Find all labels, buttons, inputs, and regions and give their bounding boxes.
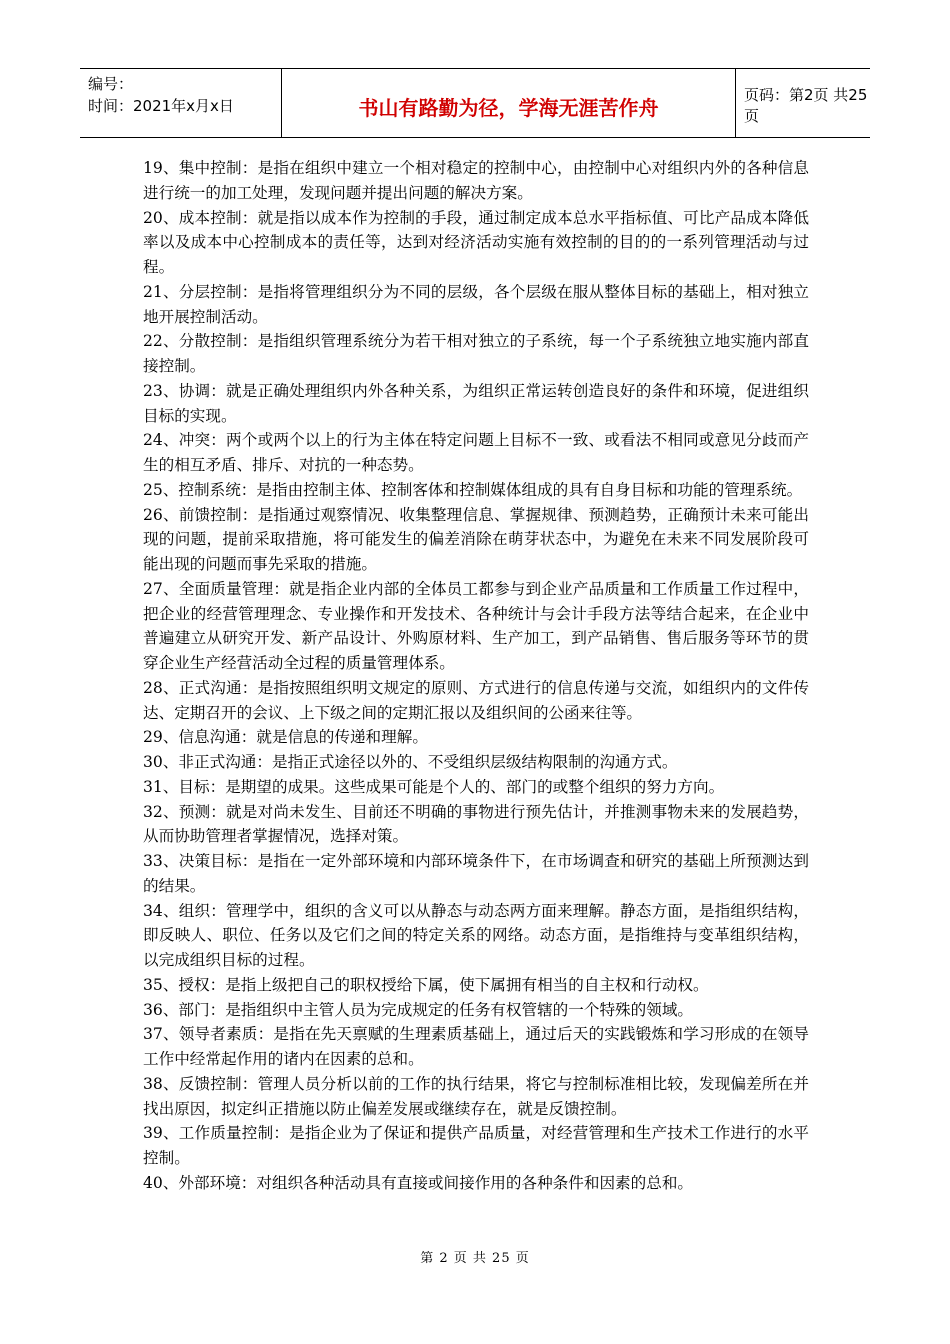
definition-paragraph: 26、前馈控制：是指通过观察情况、收集整理信息、掌握规律、预测趋势，正确预计未来可能出现的问题，提前采取措施，将可能发生的偏差消除在萌芽状态中，为避免在未来不同发展阶段可能出现的问题而事先采取的措施。 — [143, 505, 809, 573]
definition-paragraph: 30、非正式沟通：是指正式途径以外的、不受组织层级结构限制的沟通方式。 — [143, 753, 678, 771]
definition-paragraph: 33、决策目标：是指在一定外部环境和内部环境条件下，在市场调查和研究的基础上所预测达到的结果。 — [143, 852, 809, 895]
header-page-info: 页码：第2页 共25页 — [744, 86, 868, 125]
definition-paragraph: 34、组织：管理学中，组织的含义可以从静态与动态两方面来理解。静态方面，是指组织结构，即反映人、职位、任务以及它们之间的特定关系的网络。动态方面，是指维持与变革组织结构，以完成组织目标的过程。 — [143, 901, 809, 969]
definition-paragraph: 29、信息沟通：就是信息的传递和理解。 — [143, 728, 428, 747]
definition-paragraph: 35、授权：是指上级把自己的职权授给下属，使下属拥有相当的自主权和行动权。 — [143, 975, 709, 994]
definition-paragraph: 40、外部环境：对组织各种活动具有直接或间接作用的各种条件和因素的总和。 — [143, 1173, 694, 1192]
definition-paragraph: 28、正式沟通：是指按照组织明文规定的原则、方式进行的信息传递与交流，如组织内的文件传达、定期召开的会议、上下级之间的定期汇报以及组织间的公函来往等。 — [143, 678, 809, 722]
definition-paragraph: 32、预测：就是对尚未发生、目前还不明确的事物进行预先估计，并推测事物未来的发展趋势，从而协助管理者掌握情况，选择对策。 — [143, 802, 809, 846]
definition-paragraph: 38、反馈控制：管理人员分析以前的工作的执行结果，将它与控制标准相比较，发现偏差所在并找出原因，拟定纠正措施以防止偏差发展或继续存在，就是反馈控制。 — [143, 1074, 809, 1118]
definition-paragraph: 20、成本控制：就是指以成本作为控制的手段，通过制定成本总水平指标值、可比产品成本降低率以及成本中心控制成本的责任等，达到对经济活动实施有效控制的目的的一系列管理活动与过程。 — [143, 208, 809, 276]
definition-paragraph: 39、工作质量控制：是指企业为了保证和提供产品质量，对经营管理和生产技术工作进行的水平控制。 — [143, 1124, 809, 1167]
definition-paragraph: 31、目标：是期望的成果。这些成果可能是个人的、部门的或整个组织的努力方向。 — [143, 777, 725, 796]
document-body — [143, 156, 809, 1196]
page-footer: 第 2 页 共 25 页 — [420, 1251, 530, 1266]
definition-paragraph: 21、分层控制：是指将管理组织分为不同的层级，各个层级在服从整体目标的基础上，相对独立地开展控制活动。 — [143, 282, 809, 326]
document-date: 时间：2021年x月x日 — [88, 97, 234, 115]
header-meta — [80, 69, 282, 137]
definition-paragraph: 24、冲突：两个或两个以上的行为主体在特定问题上目标不一致、或看法不相同或意见分歧而产生的相互矛盾、排斥、对抗的一种态势。 — [143, 431, 809, 474]
definition-paragraph: 25、控制系统：是指由控制主体、控制客体和控制媒体组成的具有自身目标和功能的管理系统。 — [143, 480, 803, 499]
definition-paragraph: 37、领导者素质：是指在先天禀赋的生理素质基础上，通过后天的实践锻炼和学习形成的在领导工作中经常起作用的诸内在因素的总和。 — [143, 1025, 809, 1068]
definition-paragraph: 27、全面质量管理：就是指企业内部的全体员工都参与到企业产品质量和工作质量工作过程中，把企业的经营管理理念、专业操作和开发技术、各种统计与会计手段方法等结合起来，在企业中普遍建立从研究开发、新产品设计、外购原材料、生产加工，到产品销售、售后服务等环节的贯穿企业生产经营活动全过程的质量管理体系。 — [143, 579, 809, 672]
definition-paragraph: 22、分散控制：是指组织管理系统分为若干相对独立的子系统，每一个子系统独立地实施内部直接控制。 — [143, 332, 809, 375]
document-number-label: 编号： — [88, 75, 134, 93]
page-header — [80, 68, 870, 138]
header-motto: 书山有路勤为径，学海无涯苦作舟 — [282, 69, 736, 137]
definition-paragraph: 19、集中控制：是指在组织中建立一个相对稳定的控制中心，由控制中心对组织内外的各种信息进行统一的加工处理，发现问题并提出问题的解决方案。 — [143, 159, 809, 202]
definition-paragraph: 36、部门：是指组织中主管人员为完成规定的任务有权管辖的一个特殊的领域。 — [143, 1000, 694, 1019]
definition-paragraph: 23、协调：就是正确处理组织内外各种关系，为组织正常运转创造良好的条件和环境，促进组织目标的实现。 — [143, 381, 809, 425]
